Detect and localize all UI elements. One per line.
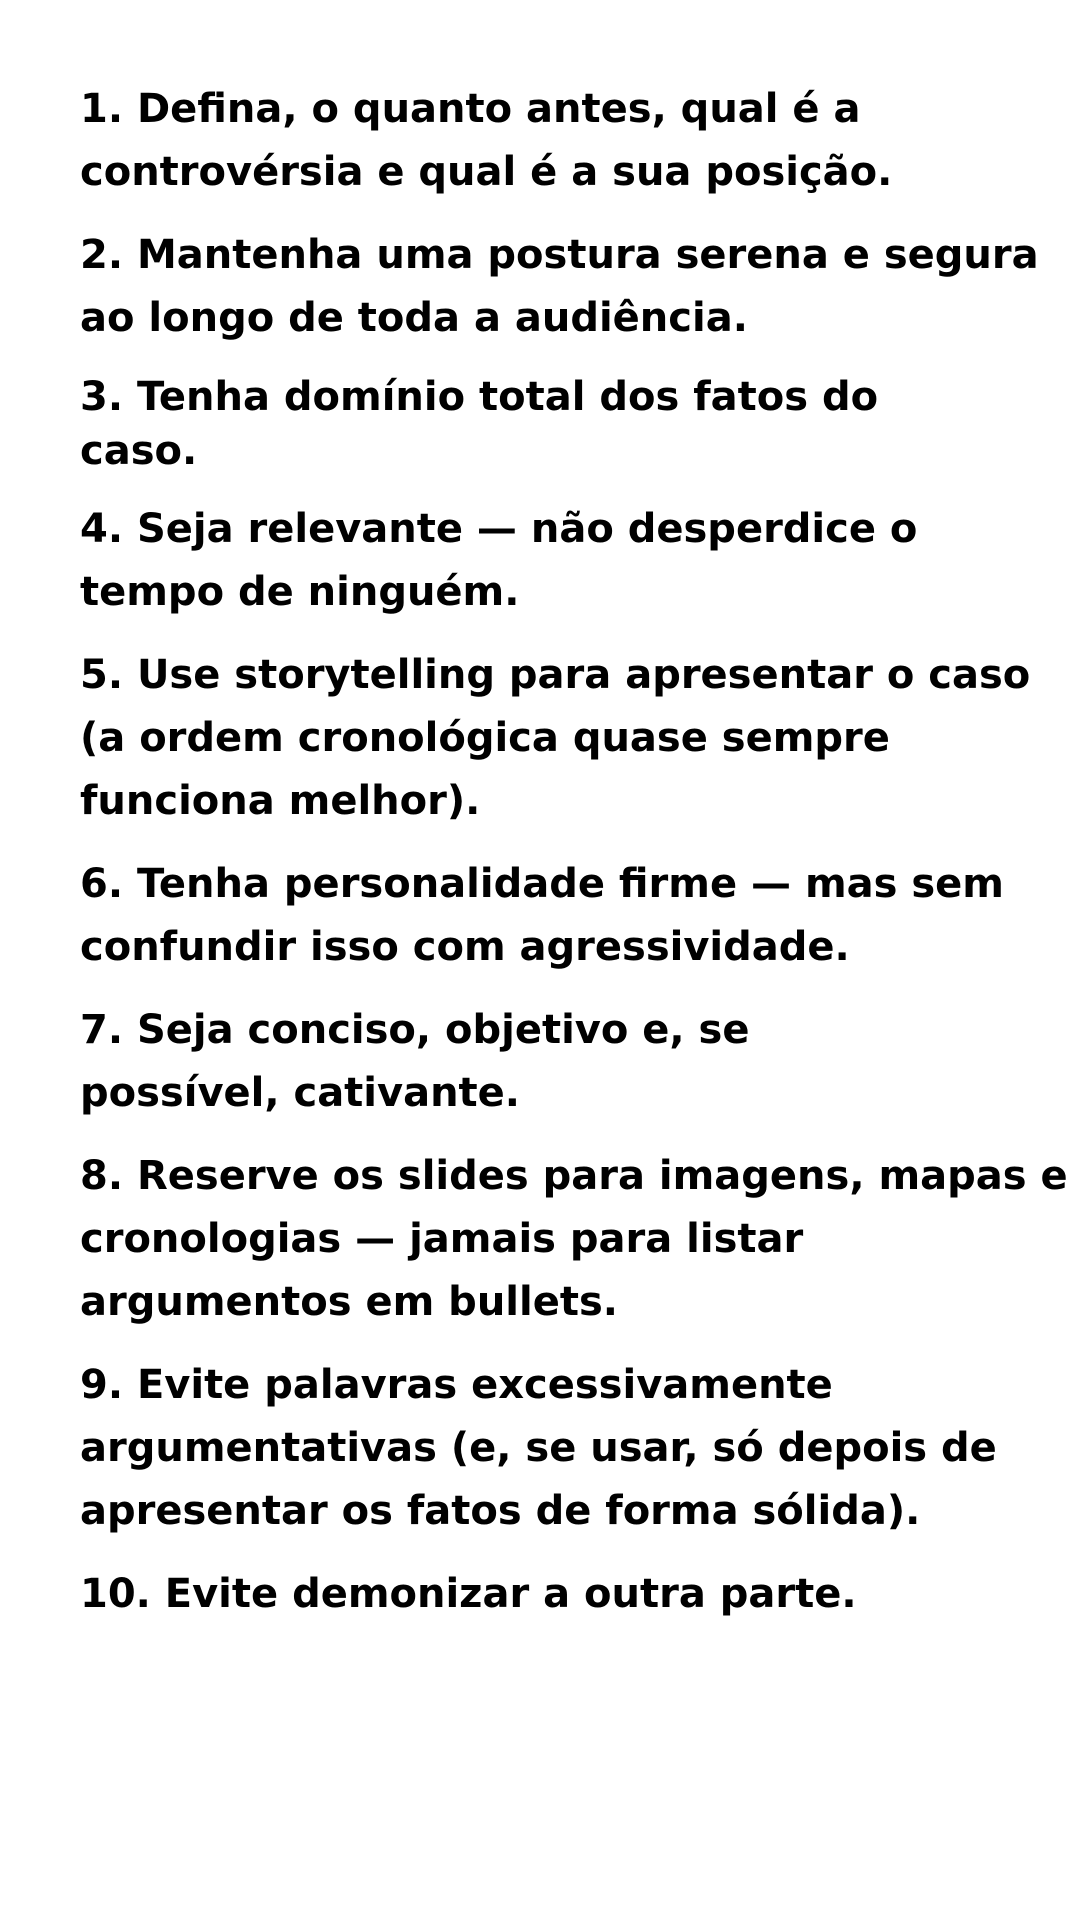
tips-list bbox=[80, 78, 1080, 1626]
tip-item-7: 7. Seja conciso, objetivo e, se possível, cativante. bbox=[80, 1007, 750, 1116]
tip-item-2: 2. Mantenha uma postura serena e segura ao longo de toda a audiência. bbox=[80, 232, 1039, 341]
tip-item-6: 6. Tenha personalidade firme — mas sem confundir isso com agressividade. bbox=[80, 861, 1004, 970]
tip-item-4: 4. Seja relevante — não desperdice o tempo de ninguém. bbox=[80, 506, 918, 615]
tip-item-5: 5. Use storytelling para apresentar o caso (a ordem cronológica quase sempre funciona melhor). bbox=[80, 652, 1031, 824]
tip-item-3: 3. Tenha domínio total dos fatos do caso. bbox=[80, 374, 879, 474]
tip-item-9: 9. Evite palavras excessivamente argumentativas (e, se usar, só depois de apresentar os fatos de forma sólida). bbox=[80, 1362, 997, 1534]
tip-item-10: 10. Evite demonizar a outra parte. bbox=[80, 1571, 857, 1617]
tip-item-1: 1. Defina, o quanto antes, qual é a controvérsia e qual é a sua posição. bbox=[80, 86, 893, 195]
tip-item-8: 8. Reserve os slides para imagens, mapas e cronologias — jamais para listar argumentos em bullets. bbox=[80, 1153, 1068, 1325]
